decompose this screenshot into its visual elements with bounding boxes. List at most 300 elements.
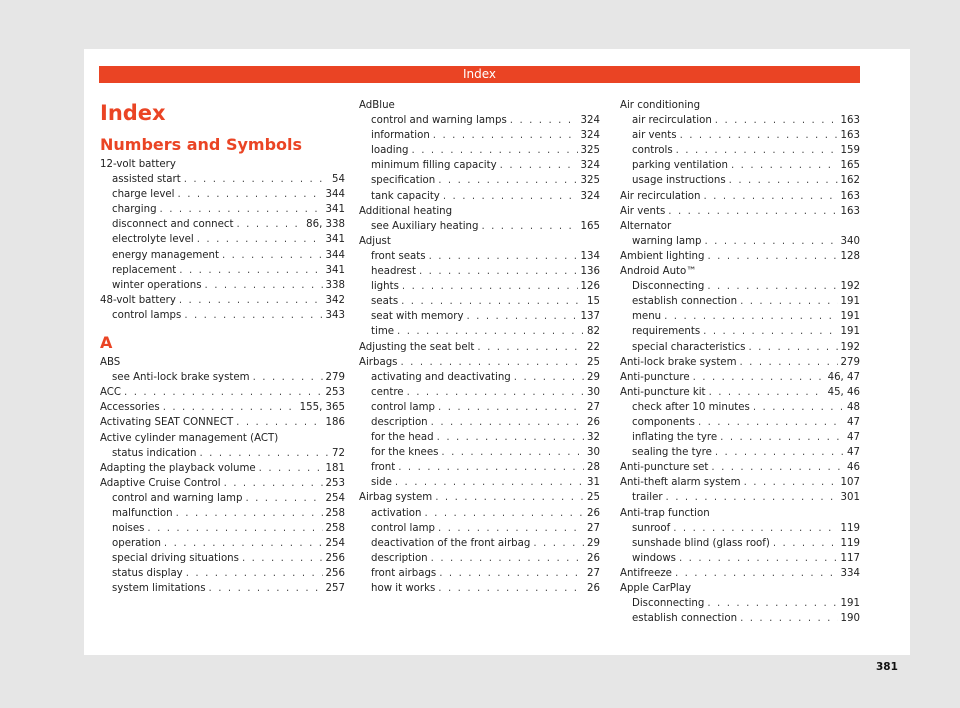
dot-leader — [163, 400, 297, 415]
dot-leader — [435, 490, 584, 505]
entry-term: see Anti-lock brake system — [112, 372, 250, 384]
entry-page-ref: 128 — [840, 250, 860, 262]
entry-term: 48-volt battery — [100, 294, 176, 306]
index-subentry — [359, 173, 600, 188]
entry-term: Anti-puncture kit — [620, 386, 706, 398]
entry-page-ref: 25 — [587, 356, 600, 368]
entry-page-ref: 26 — [587, 507, 600, 519]
entry-page-ref: 107 — [840, 477, 860, 489]
dot-leader — [160, 202, 323, 217]
index-subentry — [100, 446, 345, 461]
entry-page-ref: 340 — [840, 235, 860, 247]
dot-leader — [673, 521, 837, 536]
entry-term: electrolyte level — [112, 234, 194, 246]
entry-page-ref: 29 — [587, 371, 600, 383]
index-entry — [620, 249, 860, 264]
dot-leader — [431, 415, 584, 430]
dot-leader — [514, 370, 584, 385]
dot-leader — [236, 217, 303, 232]
entry-page-ref: 163 — [840, 190, 860, 202]
entry-term: centre — [371, 386, 404, 398]
entry-term: front — [371, 462, 396, 474]
entry-page-ref: 126 — [580, 281, 600, 293]
dot-leader — [402, 279, 578, 294]
entry-page-ref: 191 — [840, 296, 860, 308]
index-subentry — [359, 309, 600, 324]
index-subentry — [620, 158, 860, 173]
entry-page-ref: 256 — [325, 568, 345, 580]
entry-page-ref: 119 — [840, 537, 860, 549]
index-entry — [359, 204, 600, 219]
dot-leader — [666, 490, 838, 505]
entry-term: loading — [371, 145, 409, 157]
entry-page-ref: 30 — [587, 447, 600, 459]
entry-term: Airbags — [359, 356, 398, 368]
dot-leader — [729, 173, 838, 188]
entry-page-ref: 86, 338 — [306, 219, 345, 231]
index-subentry — [620, 430, 860, 445]
index-column-3 — [620, 98, 860, 626]
entry-page-ref: 134 — [580, 250, 600, 262]
entry-page-ref: 191 — [840, 311, 860, 323]
entry-term: control and warning lamps — [371, 115, 507, 127]
dot-leader — [466, 309, 577, 324]
index-entry — [620, 566, 860, 581]
entry-page-ref: 26 — [587, 583, 600, 594]
dot-leader — [753, 400, 844, 415]
dot-leader — [438, 400, 584, 415]
dot-leader — [510, 113, 578, 128]
entry-page-ref: 117 — [840, 552, 860, 564]
header-bar: Index — [99, 66, 860, 83]
dot-leader — [533, 536, 584, 551]
dot-leader — [715, 445, 844, 460]
entry-page-ref: 190 — [840, 613, 860, 625]
dot-leader — [707, 596, 837, 611]
index-subentry — [620, 596, 860, 611]
index-subentry — [100, 172, 345, 187]
entry-page-ref: 324 — [580, 160, 600, 172]
dot-leader — [224, 476, 323, 491]
index-entry — [620, 355, 860, 370]
entry-page-ref: 29 — [587, 537, 600, 549]
entry-page-ref: 342 — [325, 294, 345, 306]
entry-page-ref: 341 — [325, 234, 345, 246]
entry-page-ref: 338 — [325, 279, 345, 291]
entry-term: winter operations — [112, 279, 202, 291]
index-subentry — [620, 113, 860, 128]
index-subentry — [359, 460, 600, 475]
dot-leader — [186, 566, 323, 581]
index-entry — [100, 355, 345, 370]
entry-page-ref: 192 — [840, 281, 860, 293]
entry-page-ref: 48 — [847, 401, 860, 413]
dot-leader — [676, 143, 838, 158]
index-entry — [100, 293, 345, 308]
dot-leader — [398, 460, 584, 475]
entry-term: check after 10 minutes — [632, 401, 750, 413]
entry-term: operation — [112, 538, 161, 550]
section-heading: Numbers and Symbols — [100, 135, 303, 154]
dot-leader — [704, 189, 838, 204]
dot-leader — [437, 430, 584, 445]
entry-term: specification — [371, 175, 436, 187]
dot-leader — [176, 506, 323, 521]
entry-term: seats — [371, 296, 399, 308]
dot-leader — [197, 232, 323, 247]
entry-term: activating and deactivating — [371, 371, 511, 383]
entry-page-ref: 279 — [325, 372, 345, 384]
entry-term: trailer — [632, 492, 663, 504]
dot-leader — [698, 415, 844, 430]
entry-page-ref: 341 — [325, 204, 345, 216]
index-entry — [620, 264, 860, 279]
entry-term: Anti-lock brake system — [620, 356, 737, 368]
entry-term: control lamp — [371, 522, 436, 534]
entry-page-ref: 301 — [840, 492, 860, 504]
entry-page-ref: 254 — [325, 492, 345, 504]
entry-page-ref: 191 — [840, 598, 860, 610]
entry-page-ref: 47 — [847, 416, 860, 428]
index-subentry — [620, 551, 860, 566]
entry-page-ref: 119 — [840, 522, 860, 534]
index-subentry — [359, 279, 600, 294]
entry-page-ref: 165 — [840, 160, 860, 172]
index-subentry — [359, 521, 600, 536]
entry-term: Adjusting the seat belt — [359, 341, 475, 353]
index-subentry — [100, 536, 345, 551]
entry-term: Air conditioning — [620, 100, 701, 111]
entry-page-ref: 47 — [847, 432, 860, 444]
entry-page-ref: 257 — [325, 583, 345, 595]
index-subentry — [359, 430, 600, 445]
entry-term: noises — [112, 523, 145, 535]
entry-term: Air vents — [620, 205, 666, 217]
index-entry — [100, 476, 345, 491]
entry-term: description — [371, 416, 428, 428]
entry-term: activation — [371, 507, 422, 519]
dot-leader — [740, 355, 838, 370]
entry-term: for the knees — [371, 447, 439, 459]
dot-leader — [675, 566, 838, 581]
dot-leader — [664, 309, 837, 324]
entry-term: Adaptive Cruise Control — [100, 477, 221, 489]
entry-term: Anti-puncture set — [620, 462, 709, 474]
index-subentry — [620, 611, 860, 626]
index-entry — [359, 490, 600, 505]
entry-term: how it works — [371, 583, 436, 594]
entry-term: replacement — [112, 264, 177, 276]
index-subentry — [620, 340, 860, 355]
dot-leader — [424, 506, 584, 521]
entry-term: assisted start — [112, 174, 181, 186]
index-subentry — [359, 189, 600, 204]
dot-leader — [419, 264, 578, 279]
dot-leader — [124, 385, 323, 400]
entry-page-ref: 30 — [587, 386, 600, 398]
entry-term: deactivation of the front airbag — [371, 537, 531, 549]
entry-term: menu — [632, 311, 662, 323]
entry-page-ref: 137 — [580, 311, 600, 323]
dot-leader — [242, 551, 323, 566]
entry-page-ref: 258 — [325, 507, 345, 519]
dot-leader — [184, 308, 322, 323]
dot-leader — [500, 158, 578, 173]
index-subentry — [620, 234, 860, 249]
entry-page-ref: 26 — [587, 552, 600, 564]
entry-page-ref: 163 — [840, 130, 860, 142]
index-subentry — [620, 490, 860, 505]
entry-page-ref: 31 — [587, 477, 600, 489]
dot-leader — [200, 446, 330, 461]
index-subentry — [620, 279, 860, 294]
index-entry — [100, 415, 345, 430]
entry-term: usage instructions — [632, 175, 726, 187]
dot-leader — [401, 294, 584, 309]
entry-term: control lamp — [371, 401, 436, 413]
entry-term: Antifreeze — [620, 567, 672, 579]
index-subentry — [359, 219, 600, 234]
entry-page-ref: 155, 365 — [299, 402, 345, 414]
index-entry — [620, 219, 860, 234]
index-subentry — [620, 536, 860, 551]
index-subentry — [359, 385, 600, 400]
entry-term: information — [371, 130, 430, 142]
dot-leader — [259, 461, 323, 476]
entry-term: lights — [371, 281, 399, 293]
entry-term: Ambient lighting — [620, 250, 705, 262]
dot-leader — [720, 430, 844, 445]
entry-term: Adjust — [359, 235, 391, 247]
entry-term: time — [371, 326, 395, 338]
entry-term: see Auxiliary heating — [371, 220, 479, 232]
index-subentry — [620, 143, 860, 158]
index-subentry — [620, 128, 860, 143]
dot-leader — [431, 551, 584, 566]
entry-page-ref: 72 — [332, 447, 345, 459]
dot-leader — [236, 415, 322, 430]
entry-page-ref: 32 — [587, 432, 600, 444]
index-subentry — [359, 536, 600, 551]
entry-term: Additional heating — [359, 205, 453, 217]
entry-page-ref: 162 — [840, 175, 860, 187]
entry-page-ref: 324 — [580, 190, 600, 202]
entry-page-ref: 27 — [587, 522, 600, 534]
index-subentry — [359, 128, 600, 143]
entry-term: sealing the tyre — [632, 447, 712, 459]
index-subentry — [100, 202, 345, 217]
dot-leader — [147, 521, 322, 536]
entry-page-ref: 163 — [840, 115, 860, 127]
dot-leader — [179, 263, 322, 278]
entry-term: energy management — [112, 249, 219, 261]
index-subentry — [359, 551, 600, 566]
entry-page-ref: 344 — [325, 189, 345, 201]
index-subentry — [359, 581, 600, 596]
index-subentry — [620, 294, 860, 309]
entry-page-ref: 254 — [325, 538, 345, 550]
entry-page-ref: 256 — [325, 553, 345, 565]
entry-page-ref: 45, 46 — [827, 386, 860, 398]
index-subentry — [100, 248, 345, 263]
entry-page-ref: 279 — [840, 356, 860, 368]
dot-leader — [709, 385, 825, 400]
dot-leader — [443, 189, 578, 204]
entry-page-ref: 186 — [325, 417, 345, 429]
dot-leader — [680, 128, 838, 143]
entry-page-ref: 15 — [587, 296, 600, 308]
entry-page-ref: 325 — [580, 145, 600, 157]
dot-leader — [744, 475, 838, 490]
index-entry — [620, 370, 860, 385]
index-subentry — [359, 294, 600, 309]
index-subentry — [100, 506, 345, 521]
entry-term: Anti-trap function — [620, 507, 710, 519]
entry-term: components — [632, 416, 695, 428]
entry-term: ACC — [100, 387, 122, 399]
dot-leader — [245, 491, 322, 506]
index-subentry — [359, 566, 600, 581]
dot-leader — [438, 173, 577, 188]
entry-term: Apple CarPlay — [620, 583, 692, 594]
dot-leader — [441, 445, 584, 460]
entry-term: warning lamp — [632, 235, 702, 247]
entry-page-ref: 325 — [580, 175, 600, 187]
entry-page-ref: 47 — [847, 447, 860, 459]
entry-term: controls — [632, 145, 673, 157]
index-subentry — [100, 370, 345, 385]
index-subentry — [359, 506, 600, 521]
index-subentry — [100, 263, 345, 278]
dot-leader — [412, 143, 578, 158]
dot-leader — [740, 611, 837, 626]
entry-term: Air recirculation — [620, 190, 701, 202]
entry-term: 12-volt battery — [100, 159, 176, 170]
entry-page-ref: 258 — [325, 523, 345, 535]
entry-page-ref: 191 — [840, 326, 860, 338]
entry-term: side — [371, 477, 392, 489]
index-column-1 — [100, 98, 345, 597]
dot-leader — [693, 370, 825, 385]
dot-leader — [164, 536, 323, 551]
dot-leader — [438, 521, 584, 536]
index-entry — [359, 234, 600, 249]
dot-leader — [209, 581, 323, 596]
entry-term: headrest — [371, 266, 416, 278]
index-subentry — [359, 324, 600, 339]
index-subentry — [100, 566, 345, 581]
entry-page-ref: 136 — [580, 266, 600, 278]
index-subentry — [359, 264, 600, 279]
entry-term: inflating the tyre — [632, 432, 718, 444]
entry-page-ref: 22 — [587, 341, 600, 353]
index-entry — [100, 385, 345, 400]
entry-term: seat with memory — [371, 311, 464, 323]
dot-leader — [429, 249, 578, 264]
entry-term: Alternator — [620, 220, 672, 232]
letter-heading: A — [100, 333, 113, 353]
entry-page-ref: 343 — [325, 309, 345, 321]
page-number: 381 — [876, 661, 898, 673]
entry-term: requirements — [632, 326, 701, 338]
index-subentry — [100, 278, 345, 293]
entry-term: Anti-theft alarm system — [620, 477, 741, 489]
entry-term: Disconnecting — [632, 281, 705, 293]
entry-term: AdBlue — [359, 100, 395, 111]
entry-term: Disconnecting — [632, 598, 705, 610]
dot-leader — [179, 293, 323, 308]
dot-leader — [395, 475, 584, 490]
entry-term: parking ventilation — [632, 160, 728, 172]
dot-leader — [400, 355, 584, 370]
index-subentry — [359, 475, 600, 490]
dot-leader — [715, 113, 838, 128]
entry-term: for the head — [371, 432, 434, 444]
entry-term: disconnect and connect — [112, 219, 234, 231]
entry-page-ref: 192 — [840, 341, 860, 353]
entry-term: sunroof — [632, 522, 671, 534]
entry-term: special characteristics — [632, 341, 746, 353]
entry-term: Airbag system — [359, 492, 433, 504]
dot-leader — [407, 385, 584, 400]
entry-page-ref: 165 — [580, 220, 600, 232]
index-entry — [359, 355, 600, 370]
index-subentry — [100, 308, 345, 323]
index-subentry — [620, 173, 860, 188]
entry-term: Accessories — [100, 402, 160, 414]
entry-page-ref: 253 — [325, 477, 345, 489]
entry-page-ref: 54 — [332, 174, 345, 186]
entry-page-ref: 334 — [840, 567, 860, 579]
index-subentry — [620, 309, 860, 324]
entry-term: malfunction — [112, 507, 173, 519]
dot-leader — [178, 187, 323, 202]
entry-page-ref: 82 — [587, 326, 600, 338]
entry-term: front seats — [371, 250, 426, 262]
index-subentry — [100, 217, 345, 232]
entry-term: Activating SEAT CONNECT — [100, 417, 234, 429]
index-entry — [620, 204, 860, 219]
index-subentry — [620, 324, 860, 339]
entry-page-ref: 159 — [840, 145, 860, 157]
index-subentry — [359, 158, 600, 173]
entry-page-ref: 27 — [587, 401, 600, 413]
entry-page-ref: 26 — [587, 416, 600, 428]
dot-leader — [707, 249, 837, 264]
index-subentry — [359, 143, 600, 158]
entry-term: air recirculation — [632, 115, 712, 127]
entry-page-ref: 28 — [587, 462, 600, 474]
index-entry — [100, 431, 345, 446]
dot-leader — [711, 460, 844, 475]
entry-page-ref: 324 — [580, 115, 600, 127]
dot-leader — [668, 204, 837, 219]
entry-term: system limitations — [112, 583, 206, 595]
entry-term: tank capacity — [371, 190, 440, 202]
index-entry — [620, 506, 860, 521]
index-entry — [100, 157, 345, 172]
entry-page-ref: 25 — [587, 492, 600, 504]
entry-page-ref: 344 — [325, 249, 345, 261]
entry-term: control lamps — [112, 309, 182, 321]
index-subentry — [359, 249, 600, 264]
index-subentry — [100, 521, 345, 536]
entry-page-ref: 324 — [580, 130, 600, 142]
index-subentry — [359, 370, 600, 385]
entry-term: status display — [112, 568, 183, 580]
index-entry — [359, 340, 600, 355]
entry-term: charging — [112, 204, 157, 216]
